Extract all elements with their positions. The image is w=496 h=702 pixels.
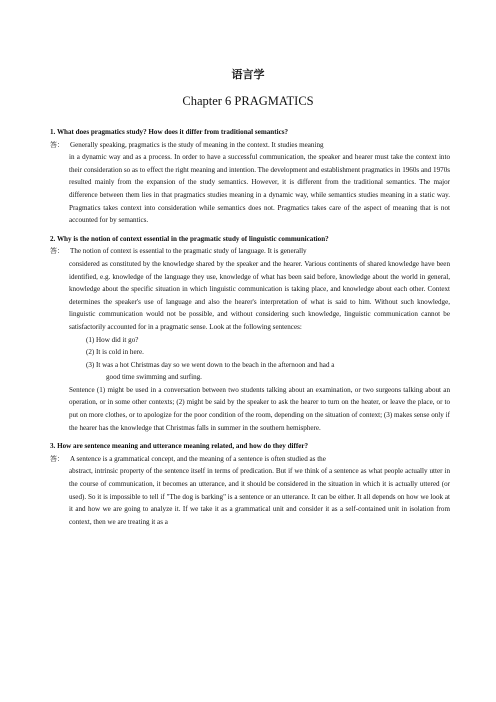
answer-1 bbox=[50, 139, 450, 227]
example-3-first: (3) It was a hot Christmas day so we went down to the beach in the afternoon and had a bbox=[86, 360, 335, 369]
answer-3-body: abstract, intrinsic property of the sentence itself in terms of predication. But if we think of a sentence as what people actually utter in the course of communication, it becomes an utterance, and it should be considered in the situation in which it is actually uttered (or used). So it is impossible to tell if "The dog is barking" is a sentence or an utterance. It can be either. It all depends on how we look at it and how we are going to analyze it. If we take it as a grammatical unit and consider it as a self-contained unit in isolation from context, then we are treating it as a bbox=[69, 467, 450, 526]
answer-2-body: considered as constituted by the knowledge shared by the speaker and the hearer. Various continents of shared knowledge have been identified, e.g. knowledge of the language they use, knowledge of what has been said before, knowledge about the world in general, knowledge about the specific situation in which linguistic communication is taking place, and knowledge about each other. Context determines the speaker's use of language and also the hearer's interpretation of what is said to him. Without such knowledge, linguistic communication would not be possible, and without considering such knowledge, linguistic communication cannot be satisfactorily accounted for in a pragmatic sense. Look at the following sentences: bbox=[69, 259, 450, 331]
example-3-cont: good time swimming and surfing. bbox=[106, 373, 202, 382]
document-title: 语言学 bbox=[231, 68, 265, 81]
example-1: (1) How did it go? bbox=[86, 335, 139, 344]
answer-label: 答： bbox=[50, 247, 64, 256]
document-body bbox=[50, 126, 450, 528]
example-list bbox=[50, 334, 450, 384]
answer-label: 答： bbox=[50, 454, 64, 463]
example-2: (2) It is cold in here. bbox=[86, 348, 144, 357]
answer-3-first-line: A sentence is a grammatical concept, and the meaning of a sentence is often studied as the bbox=[70, 454, 326, 463]
question-1: 1. What does pragmatics study? How does it differ from traditional semantics? bbox=[50, 128, 289, 136]
answer-1-first-line: Generally speaking, pragmatics is the study of meaning in the context. It studies meaning bbox=[70, 140, 324, 149]
chapter-heading: Chapter 6 PRAGMATICS bbox=[182, 94, 314, 108]
question-2: 2. Why is the notion of context essential in the pragmatic study of linguistic communication? bbox=[50, 234, 329, 243]
question-3: 3. How are sentence meaning and utterance meaning related, and how do they differ? bbox=[50, 442, 309, 451]
answer-2-first-line: The notion of context is essential to the pragmatic study of language. It is generally bbox=[70, 247, 307, 256]
answer-label: 答： bbox=[50, 140, 64, 149]
answer-2-after: Sentence (1) might be used in a conversation between two students talking about an examination, or two surgeons talking about an operation, or in some other contexts; (2) might be said by the speaker to ask the hearer to turn on the heater, or leave the place, or to put on more clothes, or to apologize for the poor condition of the room, depending on the situation of context; (3) makes sense only if the hearer has the knowledge that Christmas falls in summer in the southern hemisphere. bbox=[69, 385, 450, 432]
answer-2 bbox=[50, 245, 450, 434]
answer-1-body: in a dynamic way and as a process. In order to have a successful communication, the speaker and hearer must take the context into their consideration so as to effect the right meaning and intention. The development and establishment pragmatics in 1960s and 1970s resulted mainly from the expansion of the study semantics. However, it is different from the traditional semantics. The major difference between them lies in that pragmatics studies meaning in a dynamic way, while semantics studies meaning in a static way. Pragmatics takes context into consideration while semantics does not. Pragmatics takes care of the aspect of meaning that is not accounted for by semantics. bbox=[69, 153, 450, 225]
answer-3 bbox=[50, 453, 450, 529]
example-3 bbox=[86, 359, 450, 384]
